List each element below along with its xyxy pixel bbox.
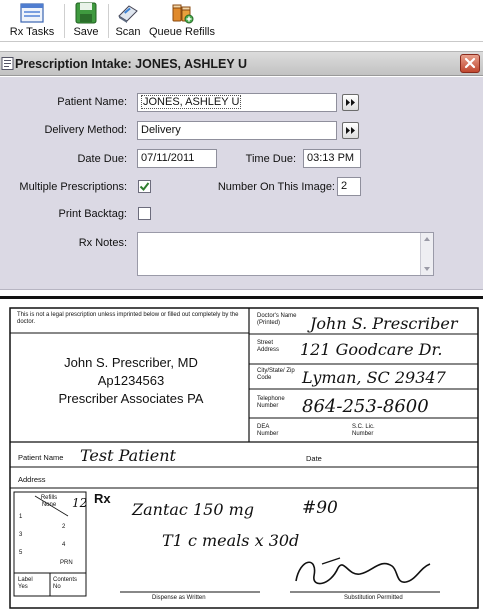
rx-notes-label: Rx Notes: xyxy=(78,237,127,249)
rx-count-mark: 12 xyxy=(72,496,88,510)
street-address-label: Street Address xyxy=(257,340,280,353)
document-icon xyxy=(1,57,14,70)
date-due-label: Date Due: xyxy=(77,153,127,165)
refill-option-3: 3 xyxy=(19,532,23,538)
patient-name-handwriting: Test Patient xyxy=(80,446,176,465)
label-yes-option: Label Yes xyxy=(18,577,33,590)
time-due-field[interactable] xyxy=(303,149,361,168)
queue-refills-label: Queue Refills xyxy=(148,26,216,38)
scanner-icon xyxy=(116,2,140,24)
print-backtag-checkbox[interactable] xyxy=(138,207,151,220)
multiple-prescriptions-checkbox[interactable] xyxy=(138,180,151,193)
rx-tasks-label: Rx Tasks xyxy=(9,26,55,38)
close-button[interactable] xyxy=(460,54,480,73)
contents-no-option: Contents No xyxy=(53,577,78,590)
delivery-method-value: Delivery xyxy=(141,124,181,136)
scanned-prescription-image xyxy=(0,296,483,616)
window-titlebar xyxy=(0,51,483,76)
window-title: Prescription Intake: JONES, ASHLEY U xyxy=(15,57,248,71)
dispense-as-written-label: Dispense as Written xyxy=(152,595,206,601)
floppy-disk-icon xyxy=(74,2,98,24)
legal-disclaimer: This is not a legal prescription unless imprinted below or filled out completely by the doctor. xyxy=(17,312,239,325)
close-x-icon xyxy=(461,55,479,72)
rx-tasks-button[interactable] xyxy=(4,0,60,42)
main-toolbar xyxy=(0,0,483,42)
patient-name-value: JONES, ASHLEY U xyxy=(143,96,240,108)
refill-option-prn: PRN xyxy=(60,560,73,566)
number-on-image-label: Number On This Image: xyxy=(217,181,335,193)
doctors-name-handwriting: John S. Prescriber xyxy=(310,314,458,333)
time-due-value: 03:13 PM xyxy=(307,152,355,164)
sc-license-label: S.C. Lic. Number xyxy=(352,424,375,437)
rx-directions-handwriting: T1 c meals x 30d xyxy=(162,531,300,550)
prescriber-imprint xyxy=(18,354,244,408)
telephone-label: Telephone Number xyxy=(257,396,285,409)
refill-option-4: 4 xyxy=(62,542,66,548)
prescription-intake-form xyxy=(0,77,483,290)
telephone-handwriting: 864-253-8600 xyxy=(302,396,429,417)
rx-notes-textarea[interactable] xyxy=(137,232,434,276)
prescriber-dea-id: Ap1234563 xyxy=(97,373,165,388)
save-button[interactable] xyxy=(67,0,105,42)
date-due-field[interactable] xyxy=(137,149,217,168)
refill-option-5: 5 xyxy=(19,550,23,556)
address-form-label: Address xyxy=(18,475,46,484)
scan-label: Scan xyxy=(115,26,141,38)
date-form-label: Date xyxy=(306,454,322,463)
number-on-image-value: 2 xyxy=(341,180,348,192)
patient-name-label: Patient Name: xyxy=(57,96,127,108)
delivery-method-button[interactable] xyxy=(342,122,359,139)
patient-name-form-label: Patient Name xyxy=(18,453,64,462)
pill-bottles-icon xyxy=(170,2,194,24)
save-label: Save xyxy=(73,26,99,38)
window-list-icon xyxy=(20,2,44,24)
prescriber-practice: Prescriber Associates PA xyxy=(58,391,204,406)
patient-name-field[interactable] xyxy=(137,93,337,112)
number-on-image-field[interactable] xyxy=(337,177,361,196)
rx-notes-scrollbar[interactable] xyxy=(420,233,433,275)
rx-symbol: Rx xyxy=(94,491,111,506)
prescriber-name: John S. Prescriber, MD xyxy=(64,355,198,370)
scroll-down-icon[interactable] xyxy=(423,265,431,273)
double-arrow-right-icon xyxy=(343,123,358,138)
refill-option-1: 1 xyxy=(19,514,23,520)
patient-lookup-button[interactable] xyxy=(342,94,359,111)
print-backtag-label: Print Backtag: xyxy=(58,208,127,220)
double-arrow-right-icon xyxy=(343,95,358,110)
queue-refills-button[interactable] xyxy=(148,0,216,42)
toolbar-divider xyxy=(64,4,65,38)
street-address-handwriting: 121 Goodcare Dr. xyxy=(300,340,443,359)
refill-option-2: 2 xyxy=(62,524,66,530)
scan-button[interactable] xyxy=(111,0,145,42)
checkmark-icon xyxy=(139,181,150,192)
dea-number-label: DEA Number xyxy=(257,424,279,437)
doctors-name-label: Doctor's Name (Printed) xyxy=(257,313,297,326)
multiple-prescriptions-label: Multiple Prescriptions: xyxy=(19,181,127,193)
substitution-permitted-label: Substitution Permitted xyxy=(344,595,403,601)
toolbar-divider xyxy=(108,4,109,38)
city-state-zip-label: City/State/ Zip Code xyxy=(257,368,295,381)
scroll-up-icon[interactable] xyxy=(423,235,431,243)
city-state-zip-handwriting: Lyman, SC 29347 xyxy=(302,368,446,387)
time-due-label: Time Due: xyxy=(245,153,296,165)
delivery-method-field[interactable] xyxy=(137,121,337,140)
refills-label: Refills None xyxy=(40,495,58,508)
date-due-value: 07/11/2011 xyxy=(141,152,195,164)
rx-medication-handwriting: Zantac 150 mg xyxy=(132,500,255,519)
delivery-method-label: Delivery Method: xyxy=(44,124,127,136)
rx-quantity-handwriting: #90 xyxy=(302,498,338,518)
